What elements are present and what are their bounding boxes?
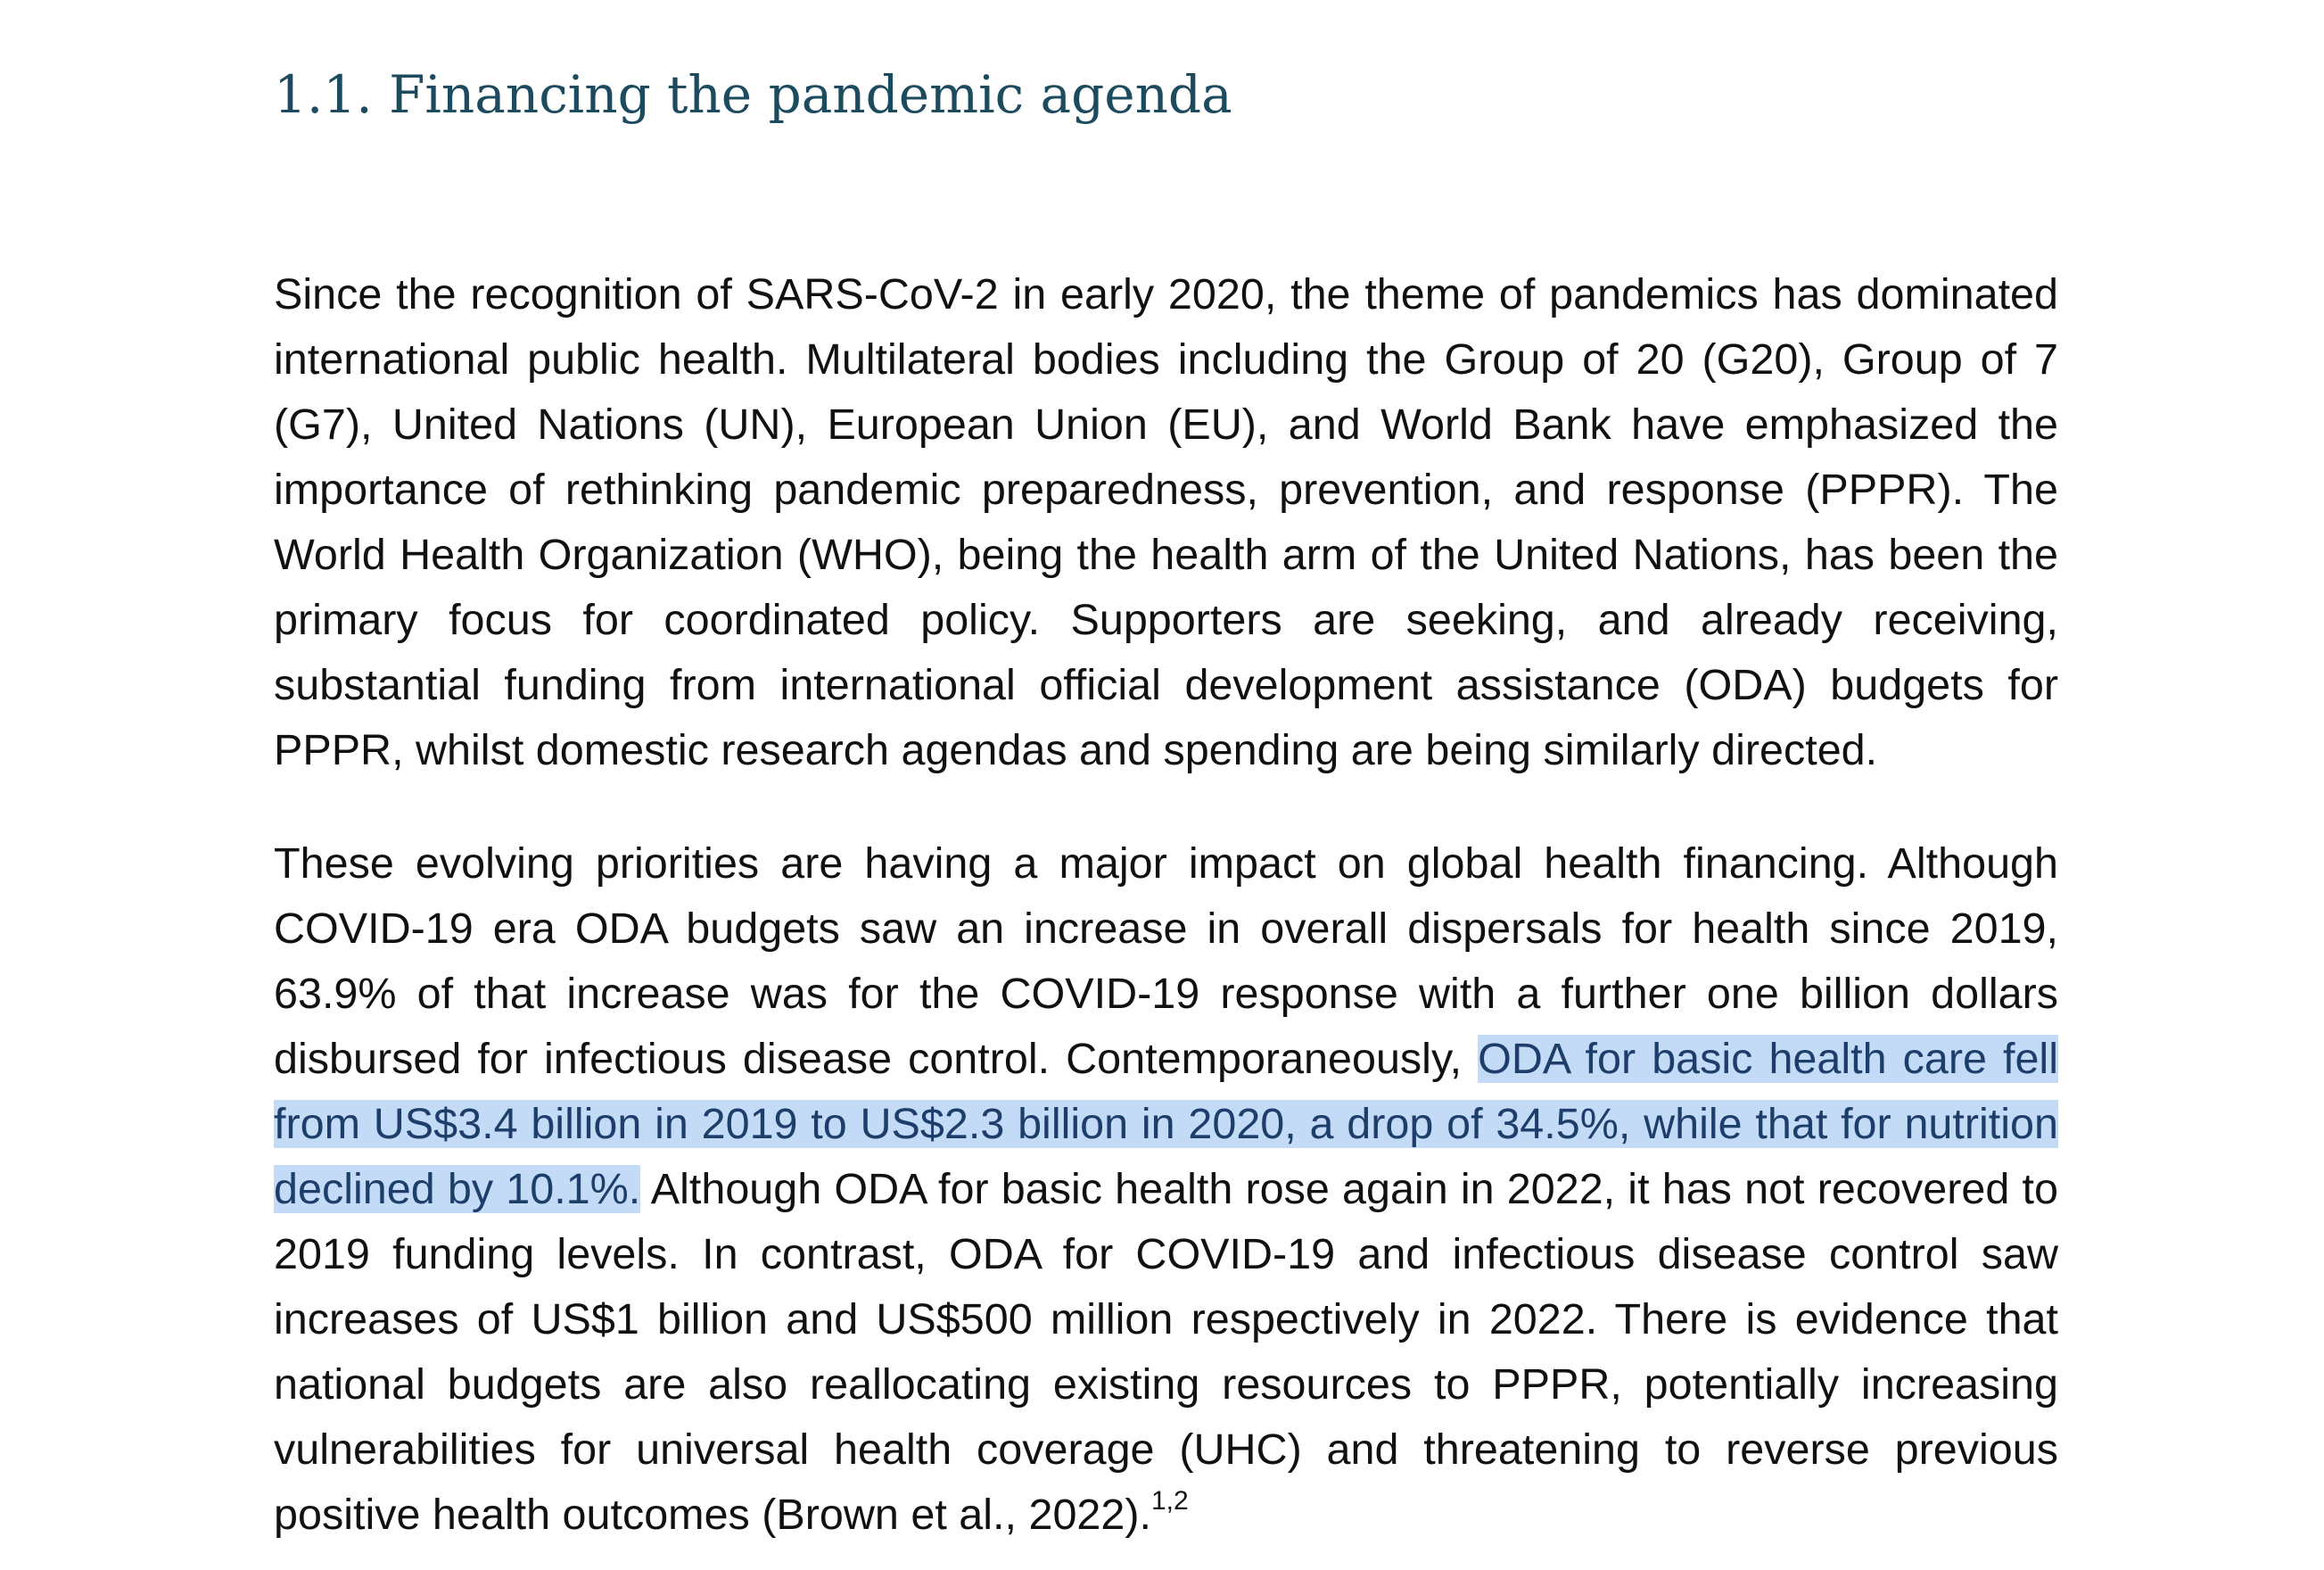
paragraph-2-text-before-selection: These evolving priorities are having a major impact on global health financing. Although COVID-19 era ODA budgets saw an increase in overall dispersals for health since 2019, 63.9% of that increase was for the COVID-19 response with a further one billion dollars disbursed for infectious disease control. Contemporaneously, (274, 839, 2058, 1083)
section-heading: 1.1. Financing the pandemic agenda (274, 64, 1232, 125)
selected-text-highlight[interactable]: ODA for basic health care fell from US$3.4 billion in 2019 to US$2.3 billion in 2020, a drop of 34.5%, while that for nutrition declined by 10.1%. (274, 1035, 2058, 1213)
body-paragraph-1[interactable]: Since the recognition of SARS-CoV-2 in early 2020, the theme of pandemics has dominated international public health. Multilateral bodies including the Group of 20 (G20), Group of 7 (G7), United Nations (UN), European Union (EU), and World Bank have emphasized the importance of rethinking pandemic preparedness, prevention, and response (PPPR). The World Health Organization (WHO), being the health arm of the United Nations, has been the primary focus for coordinated policy. Supporters are seeking, and already receiving, substantial funding from international official development assistance (ODA) budgets for PPPR, whilst domestic research agendas and spending are being similarly directed. (274, 270, 2058, 774)
paragraph-2-text-after-selection: Although ODA for basic health rose again in 2022, it has not recovered to 2019 funding levels. In contrast, ODA for COVID-19 and infectious disease control saw increases of US$1 billion and US$500 million respectively in 2022. There is evidence that national budgets are also reallocating existing resources to PPPR, potentially increasing vulnerabilities for universal health coverage (UHC) and threatening to reverse previous positive health outcomes (Brown et al., 2022). (274, 1165, 2058, 1539)
body-paragraph-2[interactable] (274, 831, 2058, 1548)
footnote-reference[interactable]: 1,2 (1151, 1486, 1189, 1516)
